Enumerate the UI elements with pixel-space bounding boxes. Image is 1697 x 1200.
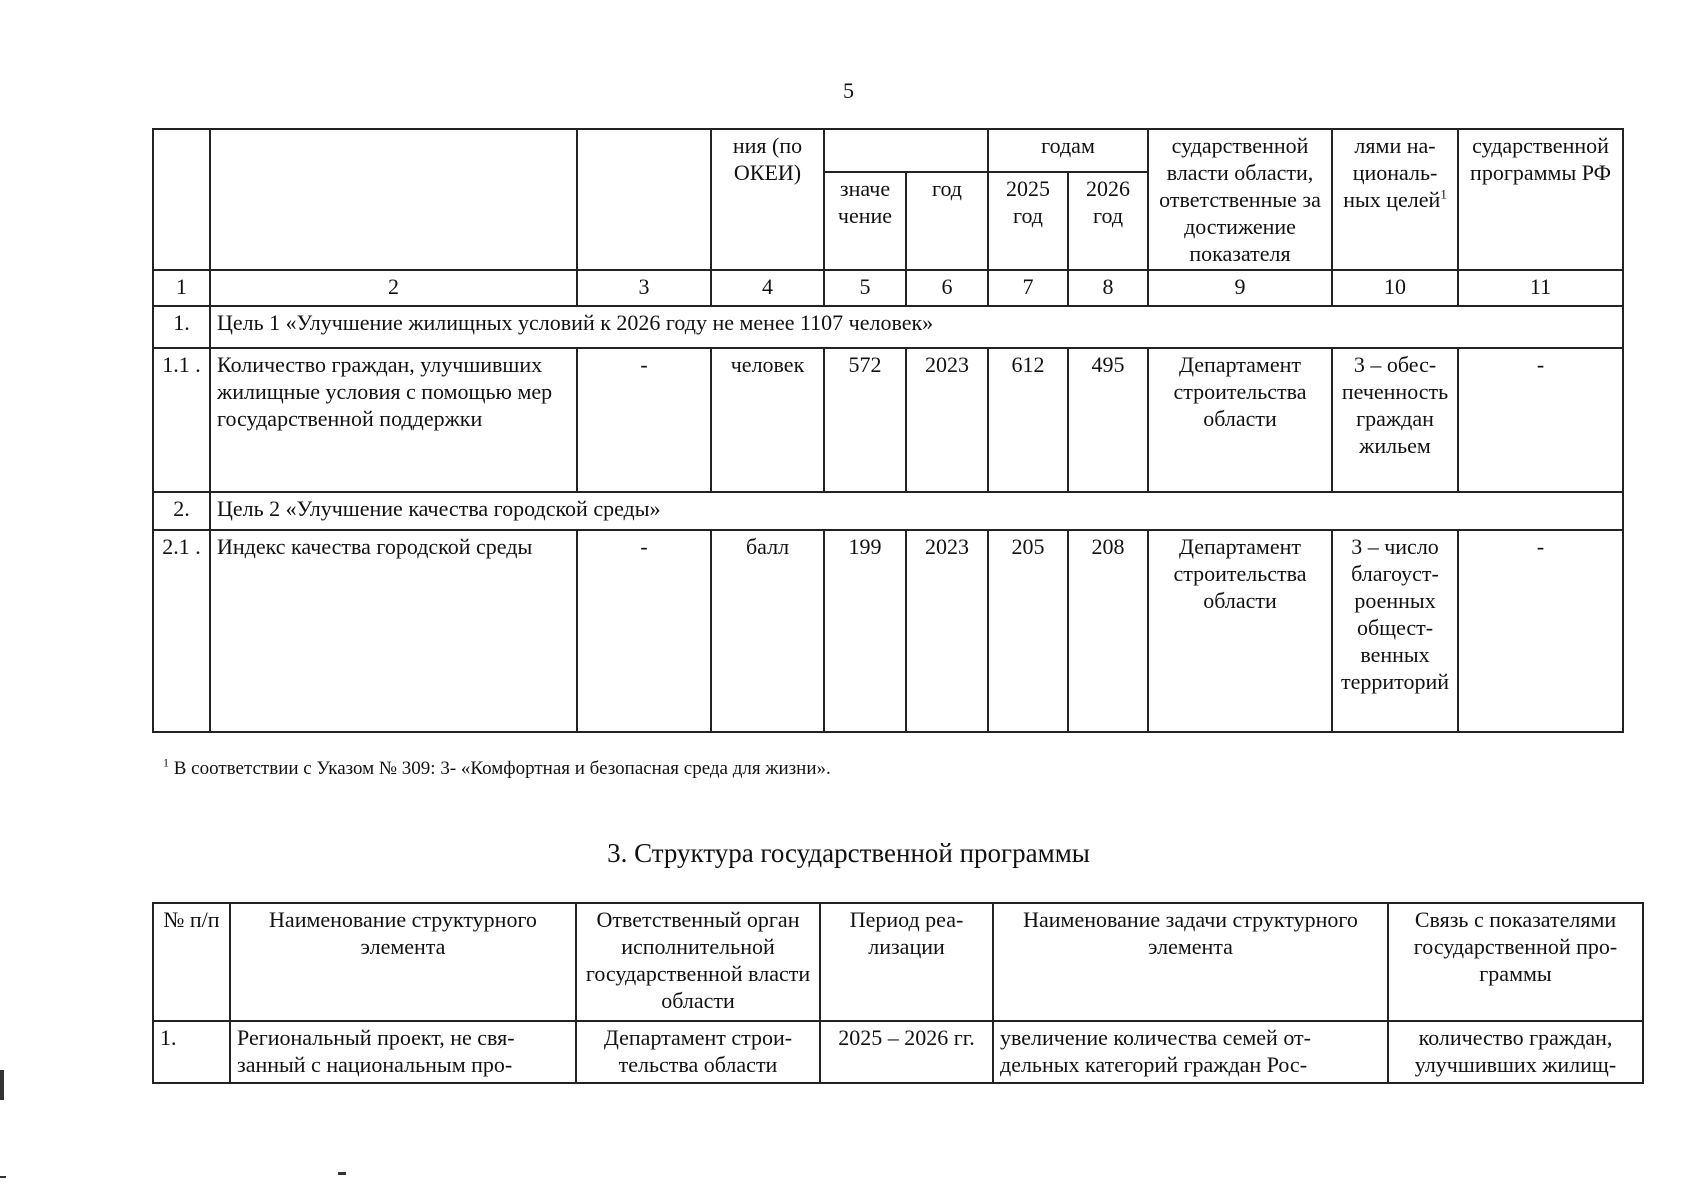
value-2025: 612 [988, 348, 1068, 492]
column-number: 8 [1068, 270, 1148, 306]
responsible-body: Департамент строительства области [1148, 530, 1332, 732]
header-link: Связь с показателями государственной программы [1388, 903, 1643, 1021]
table-row [153, 1021, 1643, 1083]
column-number: 4 [711, 270, 824, 306]
header-unit: ния (по ОКЕИ) [711, 129, 824, 270]
column-number: 2 [210, 270, 577, 306]
column-number: 9 [1148, 270, 1332, 306]
page-number: 5 [843, 78, 854, 103]
goal-text: Цель 2 «Улучшение качества городской среды» [210, 492, 1623, 530]
footnote [163, 755, 831, 780]
footnote-text: В соответствии с Указом № 309: 3- «Комфортная и безопасная среда для жизни». [173, 758, 831, 779]
scan-mark [0, 1176, 6, 1178]
header-responsible: Ответственный орган исполнительной государственной власти области [576, 903, 820, 1021]
header-2025: 2025 год [988, 172, 1068, 270]
rf-program: - [1458, 530, 1623, 732]
header-base-value: значе чение [824, 172, 906, 270]
header-base-group [824, 129, 988, 172]
goal-row [153, 492, 1623, 530]
table-header-row [153, 903, 1643, 1021]
header-years-group: годам [988, 129, 1148, 172]
header-task: Наименование задачи структурного элемента [993, 903, 1388, 1021]
responsible-body: Департамент строительства области [576, 1021, 820, 1083]
header-number: № п/п [153, 903, 230, 1021]
header-2026: 2026 год [1068, 172, 1148, 270]
header-national-goals-text: лями национальных целей [1343, 133, 1441, 212]
base-value: 572 [824, 348, 906, 492]
column-number: 11 [1458, 270, 1623, 306]
value-2026: 495 [1068, 348, 1148, 492]
header-responsible: сударственной власти области, ответственные за достижение показателя [1148, 129, 1332, 270]
element-name: Региональный проект, не связанный с национальным про- [230, 1021, 576, 1083]
header-cell-1 [153, 129, 210, 270]
scan-mark [0, 1070, 4, 1100]
value-2025: 205 [988, 530, 1068, 732]
footnote-marker: 1 [163, 755, 169, 770]
table-header-row [153, 129, 1623, 172]
header-rf-program: сударственной программы РФ [1458, 129, 1623, 270]
row-number: 1. [153, 1021, 230, 1083]
indicator-name: Количество граждан, улучшивших жилищные условия с помощью мер государственной поддержки [210, 348, 577, 492]
column-number: 5 [824, 270, 906, 306]
indicator-unit: человек [711, 348, 824, 492]
column-number: 7 [988, 270, 1068, 306]
column-number: 1 [153, 270, 210, 306]
header-national-goals [1332, 129, 1458, 270]
column-number: 3 [577, 270, 711, 306]
base-year: 2023 [906, 348, 988, 492]
goal-row [153, 306, 1623, 348]
goal-text: Цель 1 «Улучшение жилищных условий к 2026 году не менее 1107 человек» [210, 306, 1623, 348]
goal-number: 1. [153, 306, 210, 348]
task: увеличение количества семей отдельных категорий граждан Рос- [993, 1021, 1388, 1083]
table-row [153, 348, 1623, 492]
column-number: 6 [906, 270, 988, 306]
national-goal: 3 – обеспеченность граждан жильем [1332, 348, 1458, 492]
period: 2025 – 2026 гг. [820, 1021, 993, 1083]
indicator-level: - [577, 348, 711, 492]
row-number: 2.1 . [153, 530, 210, 732]
header-period: Период реализации [820, 903, 993, 1021]
indicators-table [152, 128, 1624, 733]
scan-mark [338, 1172, 346, 1175]
national-goal: 3 – число благоустроенных общественных территорий [1332, 530, 1458, 732]
goal-number: 2. [153, 492, 210, 530]
rf-program: - [1458, 348, 1623, 492]
row-number: 1.1 . [153, 348, 210, 492]
header-element-name: Наименование структурного элемента [230, 903, 576, 1021]
value-2026: 208 [1068, 530, 1148, 732]
table-row [153, 530, 1623, 732]
header-base-year: год [906, 172, 988, 270]
indicator-name: Индекс качества городской среды [210, 530, 577, 732]
section-heading: 3. Структура государственной программы [607, 838, 1090, 868]
base-year: 2023 [906, 530, 988, 732]
responsible-body: Департамент строительства области [1148, 348, 1332, 492]
column-number-row [153, 270, 1623, 306]
column-number: 10 [1332, 270, 1458, 306]
indicator-link: количество граждан, улучшивших жилищ- [1388, 1021, 1643, 1083]
header-cell-3 [577, 129, 711, 270]
footnote-ref: 1 [1440, 186, 1447, 202]
program-structure-table [152, 902, 1644, 1084]
header-cell-2 [210, 129, 577, 270]
indicator-unit: балл [711, 530, 824, 732]
base-value: 199 [824, 530, 906, 732]
indicator-level: - [577, 530, 711, 732]
